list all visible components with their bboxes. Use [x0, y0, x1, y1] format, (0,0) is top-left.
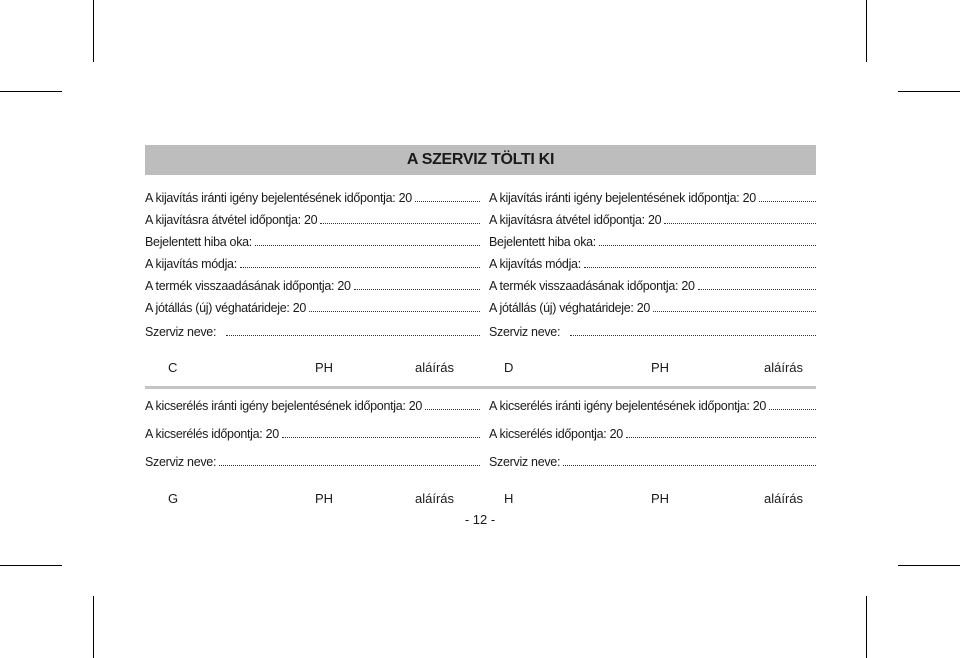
warranty-deadline-line[interactable]: A jótállás (új) véghatárideje: 20	[489, 297, 816, 315]
stamp-label: PH	[651, 491, 670, 506]
repair-method-line[interactable]: A kijavítás módja:	[489, 253, 816, 271]
section-letter: H	[504, 491, 514, 506]
section-letter: G	[168, 491, 179, 506]
signature-label: aláírás	[764, 360, 804, 375]
section-header	[145, 145, 816, 175]
fill-in-dots	[570, 334, 816, 336]
fill-in-dots	[698, 288, 816, 290]
fill-in-dots	[219, 464, 480, 466]
repair-request-date-line[interactable]: A kijavítás iránti igény bejelentésének időpontja: 20	[145, 187, 480, 205]
signature-row-d	[489, 360, 824, 378]
fill-in-dots	[759, 200, 816, 202]
section-divider	[145, 386, 816, 389]
fill-in-dots	[664, 222, 816, 224]
fill-in-dots	[415, 200, 480, 202]
repair-receipt-date-line[interactable]: A kijavításra átvétel időpontja: 20	[145, 209, 480, 227]
crop-mark	[0, 565, 62, 566]
service-name-line[interactable]: Szerviz neve:	[489, 321, 816, 339]
service-name-line[interactable]: Szerviz neve:	[145, 321, 480, 339]
replacement-date-line[interactable]: A kicserélés időpontja: 20	[145, 423, 480, 441]
replacement-date-line[interactable]: A kicserélés időpontja: 20	[489, 423, 816, 441]
crop-mark	[93, 0, 94, 62]
crop-mark	[866, 0, 867, 62]
fill-in-dots	[226, 334, 480, 336]
fill-in-dots	[354, 288, 480, 290]
repair-receipt-date-line[interactable]: A kijavításra átvétel időpontja: 20	[489, 209, 816, 227]
fill-in-dots	[425, 408, 480, 410]
section-title: A SZERVIZ TÖLTI KI	[406, 151, 555, 168]
replacement-request-date-line[interactable]: A kicserélés iránti igény bejelentésének időpontja: 20	[145, 395, 480, 413]
fill-in-dots	[584, 266, 816, 268]
signature-label: aláírás	[415, 360, 455, 375]
replacement-request-date-line[interactable]: A kicserélés iránti igény bejelentésének időpontja: 20	[489, 395, 816, 413]
service-name-line[interactable]: Szerviz neve:	[145, 451, 480, 469]
signature-label: aláírás	[764, 491, 804, 506]
fill-in-dots	[320, 222, 480, 224]
stamp-label: PH	[651, 360, 670, 375]
fill-in-dots	[626, 436, 816, 438]
page-number: - 12 -	[464, 512, 496, 527]
reported-fault-line[interactable]: Bejelentett hiba oka:	[489, 231, 816, 249]
product-return-date-line[interactable]: A termék visszaadásának időpontja: 20	[145, 275, 480, 293]
fill-in-dots	[309, 310, 480, 312]
stamp-label: PH	[315, 360, 334, 375]
product-return-date-line[interactable]: A termék visszaadásának időpontja: 20	[489, 275, 816, 293]
crop-mark	[93, 596, 94, 658]
crop-mark	[0, 91, 62, 92]
service-name-line[interactable]: Szerviz neve:	[489, 451, 816, 469]
reported-fault-line[interactable]: Bejelentett hiba oka:	[145, 231, 480, 249]
fill-in-dots	[599, 244, 816, 246]
repair-request-date-line[interactable]: A kijavítás iránti igény bejelentésének időpontja: 20	[489, 187, 816, 205]
signature-label: aláírás	[415, 491, 455, 506]
fill-in-dots	[563, 464, 816, 466]
fill-in-dots	[769, 408, 816, 410]
warranty-deadline-line[interactable]: A jótállás (új) véghatárideje: 20	[145, 297, 480, 315]
stamp-label: PH	[315, 491, 334, 506]
section-letter: C	[168, 360, 178, 375]
fill-in-dots	[282, 436, 480, 438]
fill-in-dots	[653, 310, 816, 312]
signature-row-g	[145, 491, 480, 509]
fill-in-dots	[240, 266, 480, 268]
fill-in-dots	[255, 244, 480, 246]
signature-row-h	[489, 491, 824, 509]
crop-mark	[866, 596, 867, 658]
section-letter: D	[504, 360, 514, 375]
signature-row-c	[145, 360, 480, 378]
repair-method-line[interactable]: A kijavítás módja:	[145, 253, 480, 271]
crop-mark	[898, 91, 960, 92]
crop-mark	[898, 565, 960, 566]
